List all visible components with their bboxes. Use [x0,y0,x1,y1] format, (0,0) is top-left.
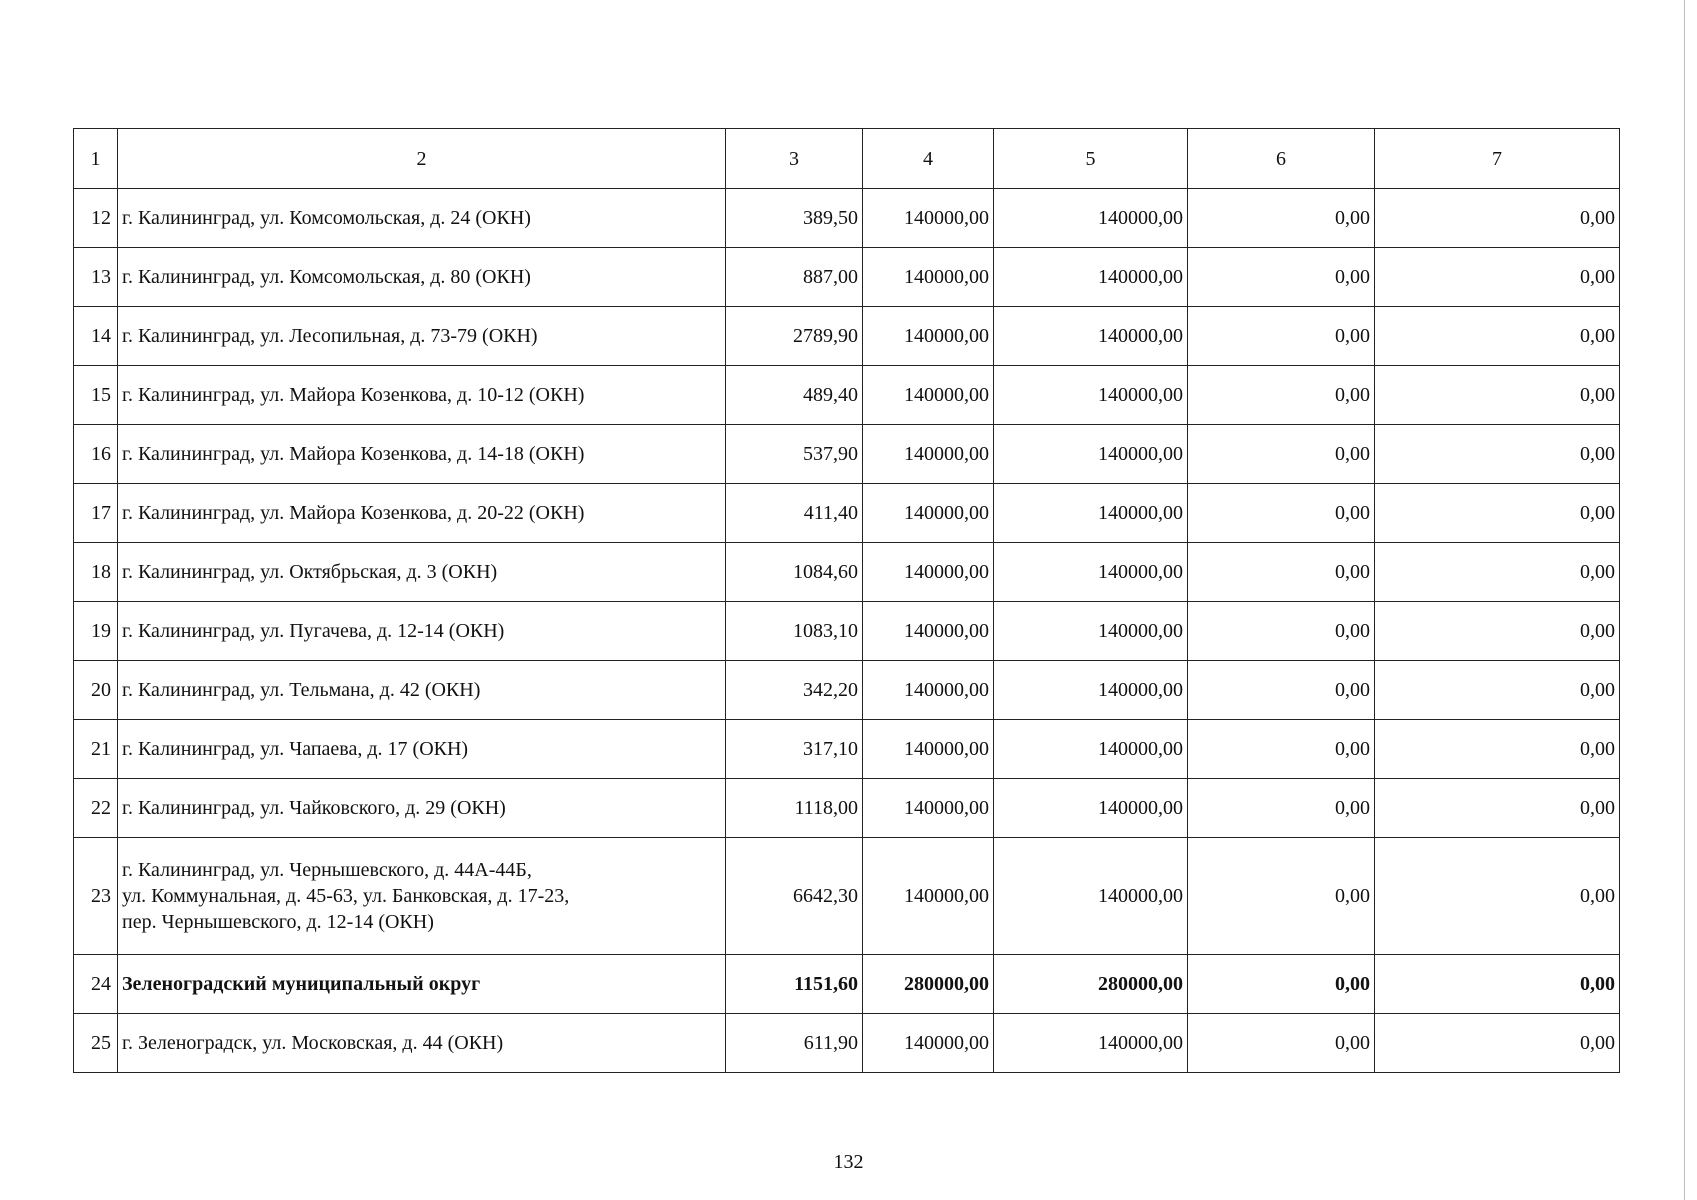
address-cell: г. Калининград, ул. Майора Козенкова, д. 20-22 (ОКН) [118,484,726,543]
header-cell-5: 5 [994,129,1188,189]
value-col-7: 0,00 [1375,543,1620,602]
value-col-6: 0,00 [1188,425,1375,484]
value-col-6: 0,00 [1188,602,1375,661]
address-cell: г. Калининград, ул. Чапаева, д. 17 (ОКН) [118,720,726,779]
value-col-4: 140000,00 [863,720,994,779]
table-row [74,248,1620,307]
address-cell: г. Зеленоградск, ул. Московская, д. 44 (ОКН) [118,1014,726,1073]
value-col-7: 0,00 [1375,248,1620,307]
value-col-4: 280000,00 [863,955,994,1014]
value-col-6: 0,00 [1188,779,1375,838]
header-cell-4: 4 [863,129,994,189]
address-cell: г. Калининград, ул. Комсомольская, д. 24 (ОКН) [118,189,726,248]
value-col-6: 0,00 [1188,189,1375,248]
header-cell-7: 7 [1375,129,1620,189]
value-col-3: 6642,30 [726,838,863,955]
value-col-4: 140000,00 [863,307,994,366]
value-col-3: 1083,10 [726,602,863,661]
table-row [74,307,1620,366]
value-col-6: 0,00 [1188,955,1375,1014]
value-col-5: 140000,00 [994,602,1188,661]
value-col-3: 317,10 [726,720,863,779]
table-row [74,1014,1620,1073]
value-col-7: 0,00 [1375,307,1620,366]
value-col-3: 611,90 [726,1014,863,1073]
value-col-5: 140000,00 [994,366,1188,425]
value-col-7: 0,00 [1375,661,1620,720]
value-col-4: 140000,00 [863,248,994,307]
value-col-3: 489,40 [726,366,863,425]
table-row [74,838,1620,955]
table-row [74,366,1620,425]
value-col-7: 0,00 [1375,1014,1620,1073]
address-line: пер. Чернышевского, д. 12-14 (ОКН) [122,911,434,933]
value-col-3: 537,90 [726,425,863,484]
municipality-cell: Зеленоградский муниципальный округ [118,955,726,1014]
value-col-7: 0,00 [1375,838,1620,955]
value-col-7: 0,00 [1375,425,1620,484]
address-cell: г. Калининград, ул. Лесопильная, д. 73-79 (ОКН) [118,307,726,366]
value-col-5: 140000,00 [994,543,1188,602]
value-col-4: 140000,00 [863,779,994,838]
table-row [74,543,1620,602]
address-line: ул. Коммунальная, д. 45-63, ул. Банковская, д. 17-23, [122,885,570,907]
table-row [74,779,1620,838]
value-col-3: 411,40 [726,484,863,543]
value-col-3: 1118,00 [726,779,863,838]
row-number: 18 [74,543,118,602]
header-cell-6: 6 [1188,129,1375,189]
value-col-5: 140000,00 [994,425,1188,484]
row-number: 19 [74,602,118,661]
table-row [74,484,1620,543]
table-row [74,189,1620,248]
value-col-6: 0,00 [1188,366,1375,425]
table-row [74,602,1620,661]
value-col-5: 280000,00 [994,955,1188,1014]
row-number: 13 [74,248,118,307]
value-col-7: 0,00 [1375,720,1620,779]
row-number: 15 [74,366,118,425]
page-number: 132 [833,1151,864,1173]
value-col-6: 0,00 [1188,1014,1375,1073]
value-col-7: 0,00 [1375,779,1620,838]
value-col-4: 140000,00 [863,543,994,602]
row-number: 14 [74,307,118,366]
value-col-7: 0,00 [1375,955,1620,1014]
value-col-7: 0,00 [1375,484,1620,543]
header-cell-3: 3 [726,129,863,189]
address-cell: г. Калининград, ул. Октябрьская, д. 3 (ОКН) [118,543,726,602]
value-col-3: 2789,90 [726,307,863,366]
table-row [74,661,1620,720]
value-col-5: 140000,00 [994,661,1188,720]
value-col-6: 0,00 [1188,248,1375,307]
value-col-3: 389,50 [726,189,863,248]
address-cell: г. Калининград, ул. Пугачева, д. 12-14 (ОКН) [118,602,726,661]
address-cell: г. Калининград, ул. Тельмана, д. 42 (ОКН) [118,661,726,720]
row-number: 22 [74,779,118,838]
row-number: 16 [74,425,118,484]
value-col-7: 0,00 [1375,366,1620,425]
value-col-3: 887,00 [726,248,863,307]
value-col-4: 140000,00 [863,1014,994,1073]
value-col-4: 140000,00 [863,189,994,248]
address-cell: г. Калининград, ул. Чайковского, д. 29 (ОКН) [118,779,726,838]
value-col-6: 0,00 [1188,838,1375,955]
value-col-5: 140000,00 [994,189,1188,248]
value-col-4: 140000,00 [863,484,994,543]
address-cell: г. Калининград, ул. Майора Козенкова, д. 14-18 (ОКН) [118,425,726,484]
table-row [74,425,1620,484]
table-header-row [74,129,1620,189]
value-col-5: 140000,00 [994,484,1188,543]
value-col-4: 140000,00 [863,838,994,955]
value-col-4: 140000,00 [863,661,994,720]
row-number: 25 [74,1014,118,1073]
value-col-6: 0,00 [1188,307,1375,366]
row-number: 21 [74,720,118,779]
value-col-7: 0,00 [1375,189,1620,248]
row-number: 23 [74,838,118,955]
value-col-6: 0,00 [1188,720,1375,779]
value-col-3: 342,20 [726,661,863,720]
address-line: г. Калининград, ул. Чернышевского, д. 44А-44Б, [122,859,532,881]
value-col-7: 0,00 [1375,602,1620,661]
value-col-4: 140000,00 [863,602,994,661]
page-edge-line [1684,0,1685,1200]
data-table [73,128,1620,1073]
row-number: 17 [74,484,118,543]
value-col-5: 140000,00 [994,248,1188,307]
address-cell: г. Калининград, ул. Комсомольская, д. 80 (ОКН) [118,248,726,307]
value-col-3: 1084,60 [726,543,863,602]
row-number: 20 [74,661,118,720]
value-col-5: 140000,00 [994,779,1188,838]
table-row [74,720,1620,779]
address-cell: г. Калининград, ул. Майора Козенкова, д. 10-12 (ОКН) [118,366,726,425]
value-col-6: 0,00 [1188,543,1375,602]
table-row-subtotal [74,955,1620,1014]
value-col-5: 140000,00 [994,838,1188,955]
row-number: 12 [74,189,118,248]
row-number: 24 [74,955,118,1014]
header-cell-1: 1 [74,129,118,189]
header-cell-2: 2 [118,129,726,189]
value-col-4: 140000,00 [863,425,994,484]
value-col-6: 0,00 [1188,661,1375,720]
value-col-5: 140000,00 [994,307,1188,366]
value-col-5: 140000,00 [994,1014,1188,1073]
value-col-3: 1151,60 [726,955,863,1014]
value-col-4: 140000,00 [863,366,994,425]
value-col-5: 140000,00 [994,720,1188,779]
value-col-6: 0,00 [1188,484,1375,543]
address-cell [118,838,726,955]
